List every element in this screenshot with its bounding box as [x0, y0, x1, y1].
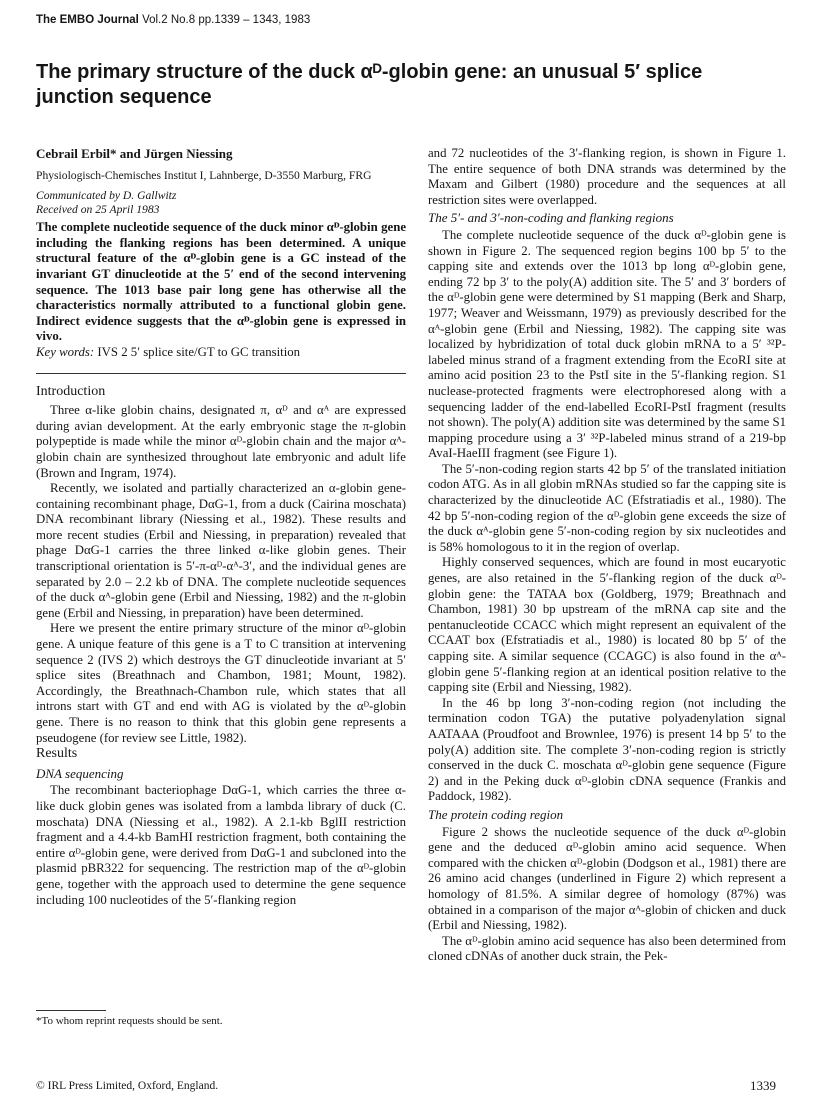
journal-header: [36, 14, 310, 26]
noncoding-paragraph-3: Highly conserved sequences, which are found in most eucaryotic genes, are also retained in the 5′-flanking region of the duck αᴰ-globin gene: the TATAA box (Goldberg, 1979; Breathnach and Chambon, 1981) 30 bp upstream of the mRNA cap site and the pentanucleotide CCACC which might represent an equivalent of the CCAAT box (Efstratiadis et al., 1980) is located 80 bp 5′ of the capping site. A similar sequence (CCAGC) is also found in the αᴬ-globin gene 5′-flanking region at an identical position relative to the capping site (Erbil and Niessing, 1982).: [428, 555, 786, 695]
keywords-text: IVS 2 5′ splice site/GT to GC transition: [94, 344, 301, 359]
noncoding-paragraph-4: In the 46 bp long 3′-non-coding region (not including the termination codon TGA) the putative polyadenylation signal AATAAA (Proudfoot and Brownlee, 1976) is present 14 bp 5′ to the poly(A) addition site. The complete 3′-non-coding region is strictly conserved in the duck C. moschata αᴰ-globin gene sequence (Figure 2) and in the Peking duck αᴰ-globin cDNA sequence (Frankis and Paddock, 1982).: [428, 695, 786, 804]
page-number: 1339: [750, 1078, 776, 1093]
authors: Cebrail Erbil* and Jürgen Niessing: [36, 146, 233, 161]
copyright: © IRL Press Limited, Oxford, England.: [36, 1080, 219, 1092]
introduction-paragraph-3: Here we present the entire primary structure of the minor αᴰ-globin gene. A unique feature of this gene is a T to C transition at intervening sequence 2 (IVS 2) which destroys the GT dinucleotide invariant at 5′ splice sites (Breathnach and Chambon, 1981; Mount, 1982). Accordingly, the Breathnach-Chambon rule, which states that all introns start with GT and end with AG is violated by the αᴰ-globin gene. There is no reason to think that this globin gene represents a pseudogene (for review see Little, 1982).: [36, 621, 406, 745]
right-column: [428, 146, 786, 965]
continuation-paragraph: and 72 nucleotides of the 3′-flanking region, is shown in Figure 1. The entire sequence of both DNA strands was determined by the Maxam and Gilbert (1980) procedure and the sequences at all restriction sites were overlapped.: [428, 146, 786, 207]
article-title: [36, 60, 776, 110]
affiliation: Physiologisch-Chemisches Institut I, Lahnberge, D-3550 Marburg, FRG: [36, 168, 372, 182]
results-heading: Results: [36, 746, 78, 762]
article-title-line-2: junction sequence: [36, 86, 212, 108]
introduction-heading: Introduction: [36, 383, 106, 399]
footnote-divider: [36, 1010, 106, 1011]
article-title-line-1: The primary structure of the duck αᴰ-globin gene: an unusual 5′ splice: [36, 61, 703, 83]
noncoding-paragraph-2: The 5′-non-coding region starts 42 bp 5′ of the translated initiation codon ATG. As in all globin mRNAs studied so far the capping site is characterized by the dinucleotide AC (Efstratiadis et al., 1980). The 42 bp 5′-non-coding region of the αᴰ-globin gene exceeds the size of the duck αᴬ-globin gene 5′-non-coding region by six nucleotides and is 58% homologous to it in the region of overlap.: [428, 461, 786, 554]
left-column: [36, 146, 406, 908]
dna-sequencing-paragraph: The recombinant bacteriophage DαG-1, which carries the three α-like duck globin genes was isolated from a lambda library of duck (C. moschata) DNA (Niessing et al., 1982). A 2.1-kb BglII restriction fragment and a 4.4-kb BamHI restriction fragment, both containing the entire αᴰ-globin gene, were derived from DαG-1 and subcloned into the plasmid pBR322 for sequencing. The restriction map of the αᴰ-globin gene, together with the approach used to determine the gene sequence including 100 nucleotides of the 5′-flanking region: [36, 783, 406, 907]
introduction-paragraph-1: Three α-like globin chains, designated π, αᴰ and αᴬ are expressed during avian development. At the early embryonic stage the π-globin polypeptide is made while the minor αᴰ-globin chain and the major αᴬ-globin chain are synthesized throughout late embryonic and adult life (Brown and Ingram, 1974).: [36, 403, 406, 480]
received-date: Received on 25 April 1983: [36, 202, 160, 216]
introduction-paragraph-2: Recently, we isolated and partially characterized an α-globin gene-containing recombinant phage, DαG-1, from a duck (Cairina moschata) DNA recombinant library (Niessing et al., 1982). These results and more recent studies (Erbil and Niessing, in preparation) revealed that phage DαG-1 carries the three linked α-like globin genes. Their transcriptional orientation is 5′-π-αᴰ-αᴬ-3′, and the individual genes are separated by 2.0 – 2.2 kb of DNA. The complete nucleotide sequences of the duck αᴬ-globin gene (Erbil and Niessing, 1982) and the π-globin gene (Erbil and Niessing, in preparation) have been determined.: [36, 481, 406, 620]
footnote: *To whom reprint requests should be sent.: [36, 1015, 223, 1027]
noncoding-heading: The 5′- and 3′-non-coding and flanking regions: [428, 210, 674, 226]
protein-coding-paragraph-2: The αᴰ-globin amino acid sequence has also been determined from cloned cDNAs of another duck strain, the Pek-: [428, 933, 786, 964]
noncoding-paragraph-1: The complete nucleotide sequence of the duck αᴰ-globin gene is shown in Figure 2. The sequenced region begins 100 bp 5′ to the capping site and extends over the 1013 bp long αᴰ-globin gene, ending 72 bp 3′ to the poly(A) addition site. The 5′ and 3′ borders of the αᴰ-globin gene were determined by S1 mapping (Berk and Sharp, 1977; Weaver and Weissmann, 1979) as previously described for the αᴬ-globin gene (Erbil and Niessing, 1982). The capping site was localized by hybridization of total duck globin mRNA to a 5′ ³²P-labeled minus strand of a fragment extending from the EcoRI site at amino acid position 23 to the PstI site in the 5′-flanking region. S1 nuclease-protected fragments were electrophoresed along with a sequencing ladder of the end-labelled EcoRI-PstI fragment (results not shown). The poly(A) addition site was determined by the same S1 mapping procedure using a 3′ ³²P-labeled minus strand of a 219-bp AvaI-HaeIII fragment (see Figure 1).: [428, 227, 787, 461]
keywords-label: Key words:: [36, 344, 95, 359]
section-divider: [36, 373, 406, 374]
dna-sequencing-heading: DNA sequencing: [36, 765, 124, 781]
abstract: The complete nucleotide sequence of the duck minor αᴰ-globin gene including the flanking regions has been determined. A unique structural feature of the αᴰ-globin gene is a GC instead of the invariant GT dinucleotide at the 5′ end of the second intervening sequence. The 1013 base pair long gene has otherwise all the characteristics normally attributed to a functional globin gene. Indirect evidence suggests that the αᴰ-globin gene is expressed in vivo.: [36, 220, 406, 344]
protein-coding-heading: The protein coding region: [428, 806, 564, 822]
keywords: [36, 345, 406, 361]
protein-coding-paragraph-1: Figure 2 shows the nucleotide sequence of the duck αᴰ-globin gene and the deduced αᴰ-globin amino acid sequence. When compared with the chicken αᴰ-globin (Dodgson et al., 1981) there are 26 amino acid changes (underlined in Figure 2) which represent a homology of 81.5%. A similar degree of homology (87%) was obtained in a comparison of the major αᴬ-globin of chicken and duck (Erbil and Niessing, 1982).: [428, 824, 786, 933]
journal-details: Vol.2 No.8 pp.1339 – 1343, 1983: [138, 14, 311, 26]
communicated-by: Communicated by D. Gallwitz: [36, 189, 177, 203]
journal-name: The EMBO Journal: [36, 14, 139, 26]
